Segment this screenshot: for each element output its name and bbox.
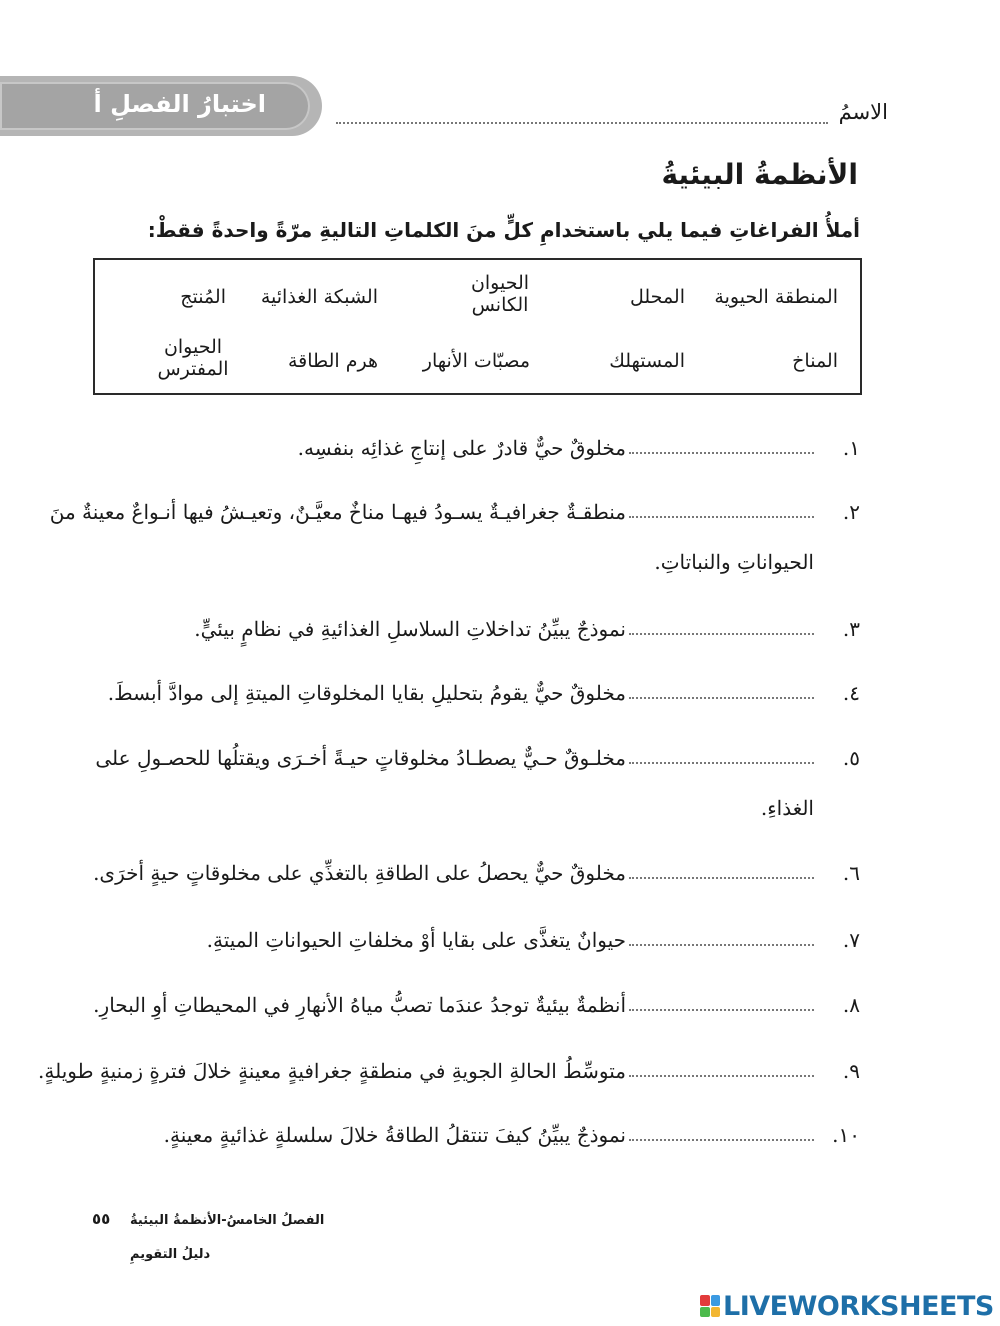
page-title: الأنظمةُ البيئيةُ	[661, 158, 858, 191]
question-text: منطقـةٌ جغرافيـةٌ يسـودُ فيهـا مناخٌ معيَّـنٌ، وتعيـشُ فيها أنـواعٌ معينةٌ منَ	[49, 500, 626, 524]
question-text: حيوانٌ يتغذَّى على بقايا أوْ مخلفاتِ الحيواناتِ الميتةِ.	[206, 928, 626, 952]
question-text-continued: الغذاءِ.	[760, 796, 814, 820]
name-label: الاسمُ	[838, 100, 888, 124]
question-text-continued: الحيواناتِ والنباتاتِ.	[654, 550, 814, 574]
answer-blank[interactable]	[629, 452, 814, 454]
word-bank-item: مصبّات الأنهار	[422, 350, 530, 372]
word-bank-item: هرم الطاقة	[287, 350, 378, 372]
answer-blank[interactable]	[629, 1139, 814, 1141]
question-number: ١٠.	[832, 1123, 860, 1147]
chapter-test-tab-inner	[0, 82, 310, 130]
word-bank-item: الشبكة الغذائية	[260, 286, 378, 308]
word-bank-item: الحيوان المفترس	[157, 336, 229, 380]
answer-blank[interactable]	[629, 1009, 814, 1011]
word-bank-item: المحلل	[630, 286, 685, 308]
word-bank	[93, 258, 862, 395]
word-bank-item: الحيوان الكانس	[470, 272, 530, 316]
question-number: ٥.	[842, 746, 860, 770]
logo-square	[700, 1295, 710, 1306]
question-number: ٩.	[842, 1059, 860, 1083]
answer-blank[interactable]	[629, 762, 814, 764]
question-number: ١.	[842, 436, 860, 460]
word-bank-item: المُنتج	[180, 286, 226, 308]
liveworksheets-logo-icon	[700, 1295, 720, 1317]
question-text: مخلوقٌ حيٌّ يحصلُ على الطاقةِ بالتغذِّي على مخلوقاتٍ حيةٍ أخرَى.	[93, 861, 626, 885]
footer-guide: دليلُ التقويمِ	[130, 1247, 211, 1262]
question-number: ٦.	[842, 861, 860, 885]
question-text: متوسِّطُ الحالةِ الجويةِ في منطقةٍ جغرافيةٍ معينةٍ خلالَ فترةٍ زمنيةٍ طويلةٍ.	[38, 1059, 626, 1083]
name-input-line[interactable]	[336, 122, 828, 124]
logo-square	[711, 1307, 721, 1318]
question-text: نموذجٌ يبيِّنُ كيفَ تنتقلُ الطاقةُ خلالَ سلسلةٍ غذائيةٍ معينةٍ.	[163, 1123, 626, 1147]
word-bank-item: المستهلك	[609, 350, 685, 372]
question-text: مخلـوقٌ حـيٌّ يصطـادُ مخلوقاتٍ حيـةً أخـرَى ويقتلُها للحصـولِ على	[95, 746, 626, 770]
question-number: ٢.	[842, 500, 860, 524]
instruction-text: أملأُ الفراغاتِ فيما يلي باستخدامِ كلٍّ منَ الكلماتِ التاليةِ مرّةً واحدةً فقطْ:	[147, 218, 860, 242]
logo-square	[700, 1307, 710, 1318]
answer-blank[interactable]	[629, 944, 814, 946]
word-bank-item: المناخ	[792, 350, 838, 372]
page-number: ٥٥	[92, 1210, 111, 1228]
liveworksheets-brand[interactable]	[700, 1290, 994, 1322]
question-number: ٤.	[842, 681, 860, 705]
word-bank-item: المنطقة الحيوية	[714, 286, 838, 308]
footer-chapter: الفصلُ الخامسُ-الأنظمةُ البيئيةُ	[130, 1213, 325, 1228]
answer-blank[interactable]	[629, 516, 814, 518]
question-text: أنظمةٌ بيئيةٌ توجدُ عندَما تصبُّ مياهُ الأنهارِ في المحيطاتِ أوِ البحارِ.	[93, 993, 626, 1017]
chapter-test-label: اختبارُ الفصلِ أ	[93, 90, 266, 118]
question-text: نموذجٌ يبيِّنُ تداخلاتِ السلاسلِ الغذائيةِ في نظامٍ بيئيٍّ.	[194, 617, 626, 641]
answer-blank[interactable]	[629, 1075, 814, 1077]
brand-name: LIVEWORKSHEETS	[723, 1290, 994, 1322]
question-text: مخلوقٌ حيٌّ يقومُ بتحليلِ بقايا المخلوقاتِ الميتةِ إلى موادَّ أبسطَ.	[107, 681, 626, 705]
answer-blank[interactable]	[629, 697, 814, 699]
logo-square	[711, 1295, 721, 1306]
chapter-test-tab	[0, 76, 322, 136]
question-number: ٣.	[842, 617, 860, 641]
answer-blank[interactable]	[629, 633, 814, 635]
answer-blank[interactable]	[629, 877, 814, 879]
question-number: ٧.	[842, 928, 860, 952]
name-row	[336, 100, 888, 130]
question-text: مخلوقٌ حيٌّ قادرٌ على إنتاجِ غذائِه بنفسِه.	[297, 436, 626, 460]
question-number: ٨.	[842, 993, 860, 1017]
